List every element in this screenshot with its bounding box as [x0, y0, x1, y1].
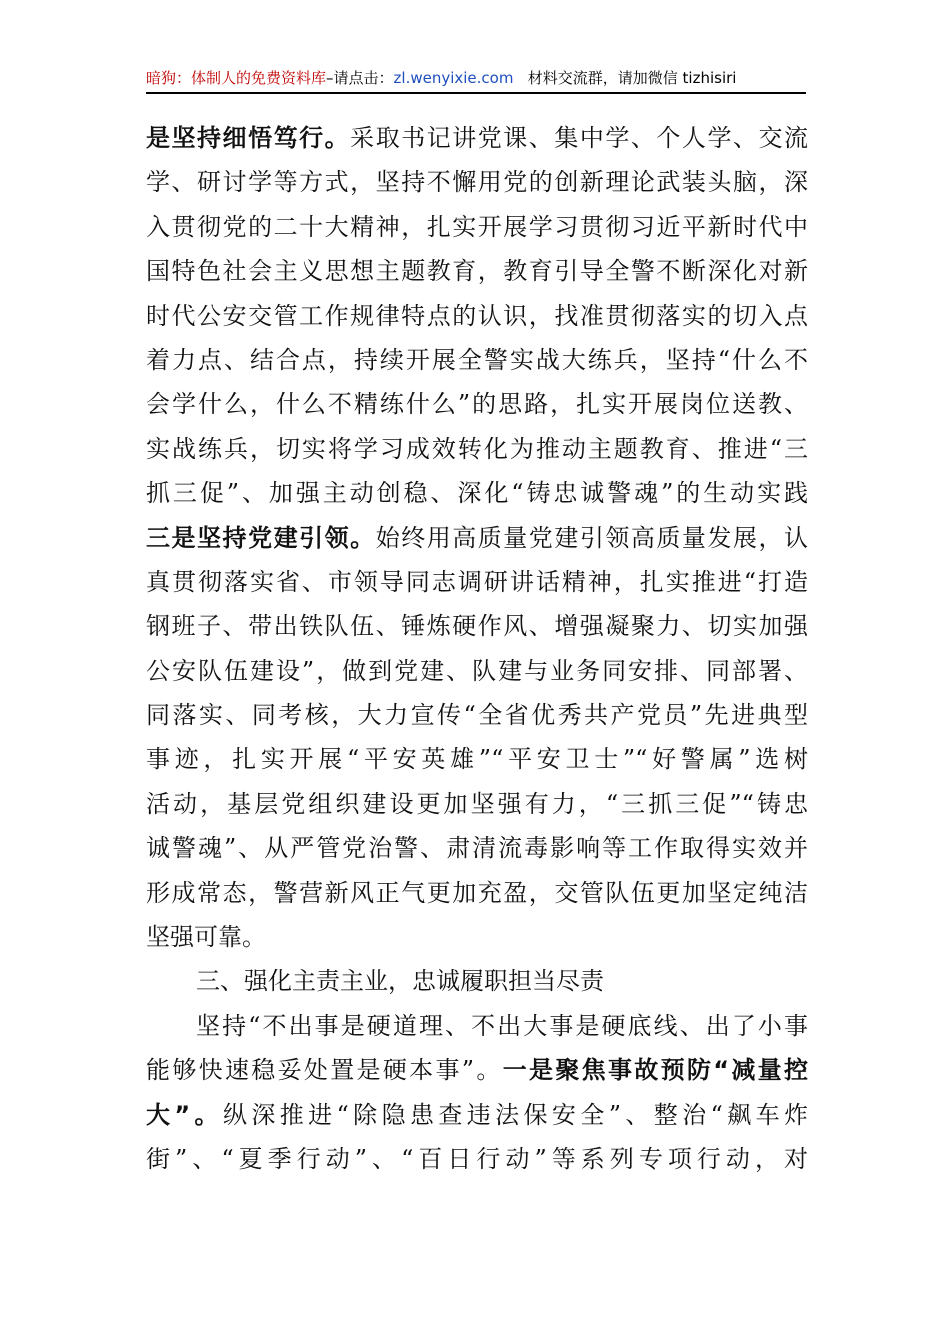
line-text: 学、研讨学等方式，坚持不懈用党的创新理论武装头脑，深: [146, 168, 808, 197]
line-text: 能够快速稳妥处置是硬本事”。: [146, 1056, 503, 1085]
bold-lead: 是坚持细悟笃行。: [146, 124, 351, 152]
line-text: 纵深推进“除隐患查违法保安全”、整治“飙车炸: [222, 1100, 808, 1129]
text-line: [146, 871, 808, 915]
text-line: [146, 782, 808, 826]
text-line: [146, 915, 808, 959]
text-line: [146, 560, 808, 604]
line-text: 街”、“夏季行动”、“百日行动”等系列专项行动，对: [146, 1144, 808, 1173]
line-text: 会学什么，什么不精练什么”的思路，扎实开展岗位送教、: [146, 390, 808, 419]
line-text: 时代公安交管工作规律特点的认识，找准贯彻落实的切入点: [146, 301, 808, 330]
line-text: 国特色社会主义思想主题教育，教育引导全警不断深化对新: [146, 257, 808, 286]
text-line: [146, 294, 808, 338]
text-line: [146, 1093, 808, 1137]
document-body: [146, 116, 808, 1181]
heading-text: 三、强化主责主业，忠诚履职担当尽责: [196, 967, 604, 996]
line-text: 真贯彻落实省、市领导同志调研讲话精神，扎实推进“打造: [146, 567, 808, 596]
text-line: [146, 1048, 808, 1092]
bold-lead: 三是坚持党建引领。: [146, 523, 376, 552]
text-line: [146, 1137, 808, 1181]
text-line: [146, 604, 808, 648]
line-text: 同落实、同考核，大力宣传“全省优秀共产党员”先进典型: [146, 701, 808, 730]
header-wechat-note: 材料交流群，请加微信 tizhisiri: [527, 69, 737, 87]
line-text: 钢班子、带出铁队伍、锤炼硬作风、增强凝聚力、切实加强: [146, 612, 808, 641]
header-url-link[interactable]: zl.wenyixie.com: [393, 69, 514, 87]
line-text: 活动，基层党组织建设更加坚强有力，“三抓三促”“铸忠: [146, 789, 808, 818]
text-line: [146, 160, 808, 204]
text-line: [146, 427, 808, 471]
line-text: 实战练兵，切实将学习成效转化为推动主题教育、推进“三: [146, 434, 808, 463]
header-click-prompt: –请点击：: [326, 69, 394, 87]
line-text: 坚持“不出事是硬道理、不出大事是硬底线、出了小事: [196, 1011, 808, 1040]
text-line: [146, 826, 808, 870]
text-line: [146, 382, 808, 426]
line-text: 事迹，扎实开展“平安英雄”“平安卫士”“好警属”选树: [146, 745, 808, 774]
text-line: [146, 693, 808, 737]
bold-lead: 大”。: [146, 1100, 223, 1129]
line-text: 形成常态，警营新风正气更加充盈，交管队伍更加坚定纯洁: [146, 878, 808, 907]
text-line: [146, 205, 808, 249]
line-text: 抓三促”、加强主动创稳、深化“铸忠诚警魂”的生动实践: [146, 479, 808, 508]
line-text: 诚警魂”、从严管党治警、肃清流毒影响等工作取得实效并: [146, 834, 808, 863]
text-line: [146, 249, 808, 293]
text-line: [146, 116, 808, 160]
line-text: 公安队伍建设”，做到党建、队建与业务同安排、同部署、: [146, 656, 808, 685]
text-line: [146, 338, 808, 382]
line-text: 着力点、结合点，持续开展全警实战大练兵，坚持“什么不: [146, 345, 808, 374]
text-line: [146, 737, 808, 781]
line-text: 入贯彻党的二十大精神，扎实开展学习贯彻习近平新时代中: [146, 212, 808, 241]
text-line: [146, 1004, 808, 1048]
line-text: 始终用高质量党建引领高质量发展，认: [375, 523, 809, 552]
line-text: 坚强可靠。: [146, 923, 266, 952]
section-heading: [146, 959, 808, 1003]
header-site-name: 暗狗：体制人的免费资料库: [146, 69, 327, 87]
text-line: [146, 471, 808, 515]
line-text: 采取书记讲党课、集中学、个人学、交流: [350, 124, 809, 152]
text-line: [146, 649, 808, 693]
text-line: [146, 516, 808, 560]
page-header: [146, 64, 806, 94]
bold-lead: 一是聚焦事故预防“减量控: [502, 1056, 808, 1085]
